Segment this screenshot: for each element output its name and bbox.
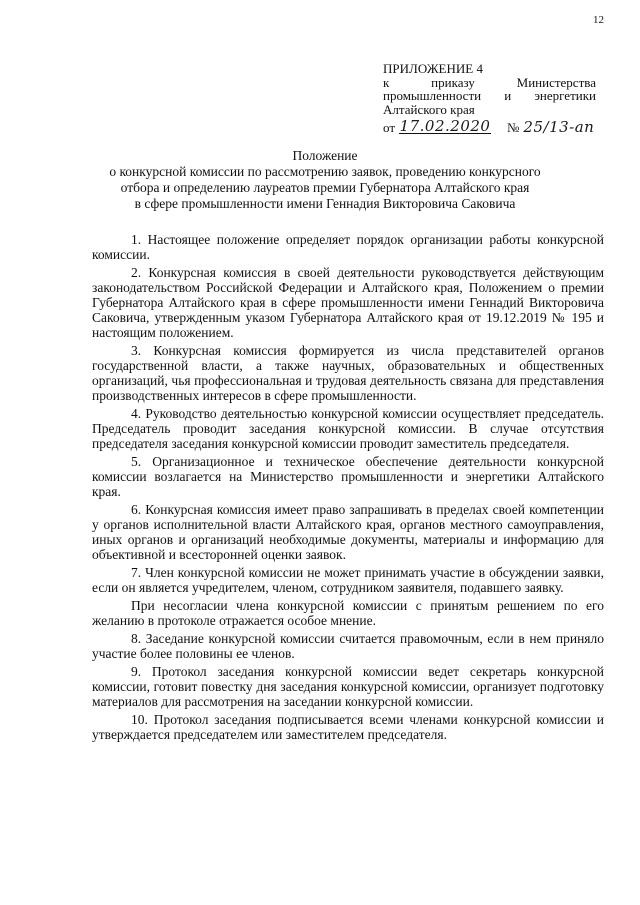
appendix-i: и xyxy=(504,88,512,103)
appendix-k: к xyxy=(383,74,390,90)
appendix-line-4: Алтайского края xyxy=(383,101,475,117)
appendix-line-2 xyxy=(383,76,596,90)
appendix-energetiki: энергетики xyxy=(534,88,596,103)
appendix-number-sign: № xyxy=(507,119,520,135)
paragraph-5: 5. Организационное и техническое обеспечение деятельности конкурсной комиссии возлагается на Министерство промышленности и энергетики Алтайского края. xyxy=(92,454,604,499)
document-title xyxy=(90,148,560,212)
paragraph-4: 4. Руководство деятельностью конкурсной комиссии осуществляет председатель. Председатель проводит заседания конкурсной комиссии. В случае отсутствия председателя заседания конкурсной комиссии проводит заместитель председателя. xyxy=(92,406,604,451)
appendix-prikazu: приказу xyxy=(431,74,475,90)
paragraph-1: 1. Настоящее положение определяет порядок организации работы конкурсной комиссии. xyxy=(92,232,604,262)
title-line-4: в сфере промышленности имени Геннадия Викторовича Саковича xyxy=(134,196,516,211)
paragraph-10: 10. Протокол заседания подписывается всеми членами конкурсной комиссии и утверждается председателем или заместителем председателя. xyxy=(92,712,604,742)
appendix-date-row xyxy=(383,119,596,134)
appendix-title: ПРИЛОЖЕНИЕ 4 xyxy=(383,61,483,76)
appendix-promyshlennosti: промышленности xyxy=(383,88,482,103)
page-number: 12 xyxy=(593,14,604,26)
appendix-ministerstva: Министерства xyxy=(516,74,596,90)
paragraph-7-note: При несогласии члена конкурсной комиссии с принятым решением по его желанию в протоколе отражается особое мнение. xyxy=(92,598,604,628)
appendix-date-prefix: от xyxy=(383,119,396,135)
paragraph-9: 9. Протокол заседания конкурсной комиссии ведет секретарь конкурсной комиссии, готовит повестку дня заседания конкурсной комиссии, организует подготовку материалов для рассмотрения на заседании конкурсной комиссии. xyxy=(92,664,604,709)
paragraph-6: 6. Конкурсная комиссия имеет право запрашивать в пределах своей компетенции у органов исполнительной власти Алтайского края, органов местного самоуправления, иных органов и организаций необходимые документы, материалы и информацию для объективной и всесторонней оценки заявок. xyxy=(92,502,604,562)
appendix-line-3 xyxy=(383,89,596,103)
paragraph-7: 7. Член конкурсной комиссии не может принимать участие в обсуждении заявки, если он является учредителем, членом, сотрудником заявителя, подавшего заявку. xyxy=(92,565,604,595)
document-body xyxy=(92,232,604,745)
title-line-2: о конкурсной комиссии по рассмотрению заявок, проведению конкурсного xyxy=(109,164,541,179)
title-line-3: отбора и определению лауреатов премии Губернатора Алтайского края xyxy=(120,180,530,195)
appendix-header xyxy=(383,62,596,134)
appendix-date-value: 17.02.2020 xyxy=(399,117,491,135)
paragraph-8: 8. Заседание конкурсной комиссии считается правомочным, если в нем приняло участие более половины ее членов. xyxy=(92,631,604,661)
appendix-number-value: 25/13-ап xyxy=(523,118,595,136)
paragraph-2: 2. Конкурсная комиссия в своей деятельности руководствуется действующим законодательством Российской Федерации и Алтайского края, Положением о премии Губернатора Алтайского края в сфере промышленности имени Геннадий Викторовича Саковича, утвержденным указом Губернатора Алтайского края от 19.12.2019 № 195 и настоящим положением. xyxy=(92,265,604,340)
title-line-1: Положение xyxy=(292,148,358,163)
paragraph-3: 3. Конкурсная комиссия формируется из числа представителей органов государственной власти, а также научных, образовательных и общественных организаций, чья профессиональная и трудовая деятельность связана для представления производственных интересов в сфере промышленности. xyxy=(92,343,604,403)
